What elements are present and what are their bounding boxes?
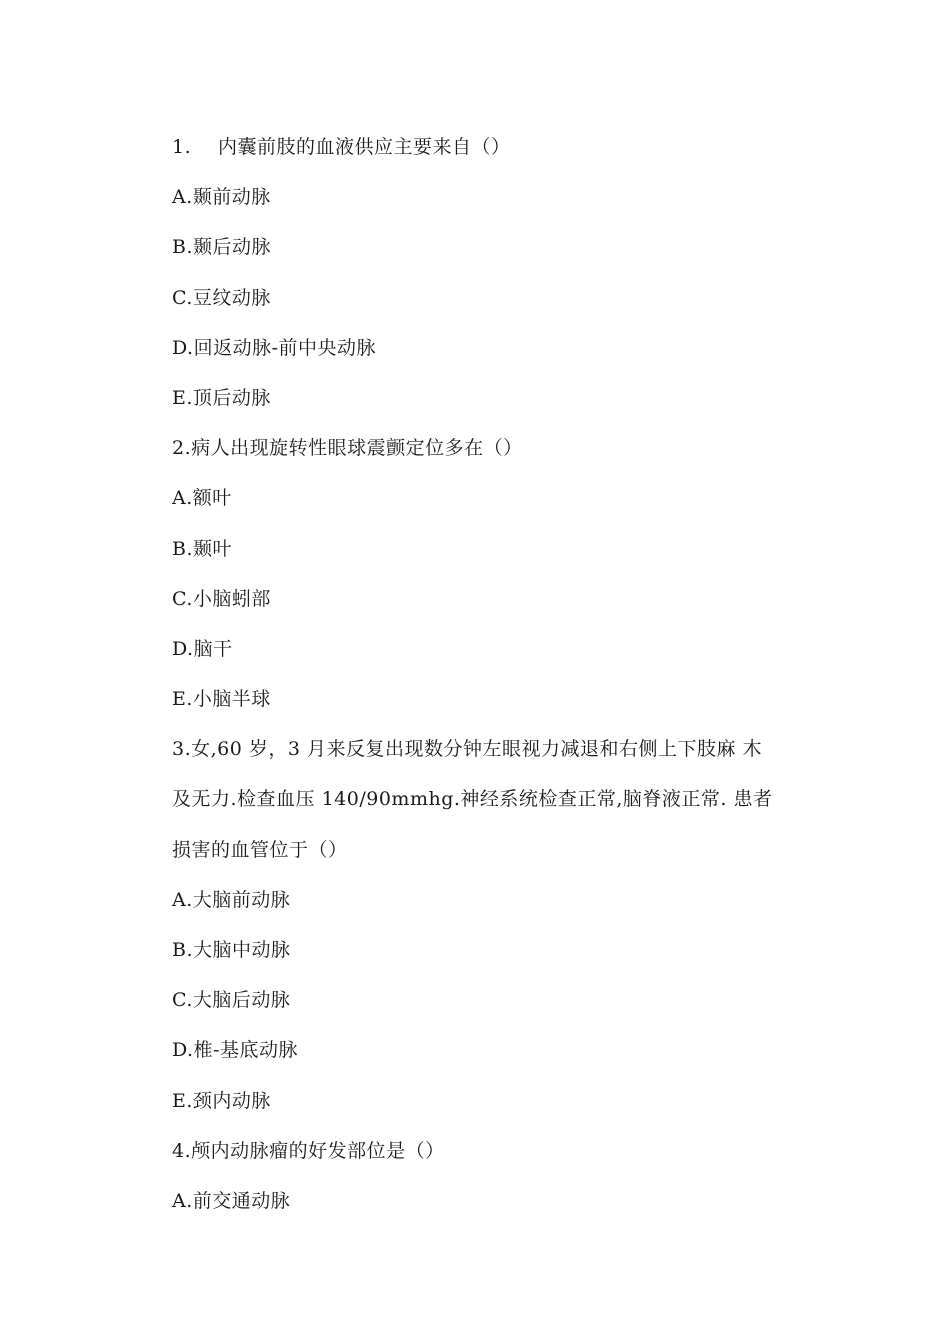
question-3-option-e: E.颈内动脉 xyxy=(172,1089,271,1112)
question-4-option-a: A.前交通动脉 xyxy=(172,1189,291,1212)
question-1-number: 1. xyxy=(172,136,192,158)
question-2-number: 2. xyxy=(172,437,192,460)
question-4-text: 颅内动脉瘤的好发部位是（） xyxy=(191,1139,445,1162)
question-list xyxy=(172,122,822,1226)
question-2-option-d: D.脑干 xyxy=(172,637,233,660)
question-1-option-c: C.豆纹动脉 xyxy=(172,286,271,309)
question-3-stem-line-2: 及无力.检查血压 140/90mmhg.神经系统检查正常,脑脊液正常. 患者 xyxy=(172,788,773,811)
question-2-option-b: B.颞叶 xyxy=(172,537,233,560)
question-2-text: 病人出现旋转性眼球震颤定位多在（） xyxy=(191,437,523,460)
question-1-option-e: E.顶后动脉 xyxy=(172,386,271,409)
question-1-option-a: A.颞前动脉 xyxy=(172,186,271,209)
question-1-option-d: D.回返动脉-前中央动脉 xyxy=(172,336,377,359)
question-2-stem xyxy=(172,423,822,473)
question-3-number: 3. xyxy=(172,738,192,761)
question-3-option-a: A.大脑前动脉 xyxy=(172,888,291,911)
question-4-number: 4. xyxy=(172,1139,192,1162)
question-2-option-c: C.小脑蚓部 xyxy=(172,587,271,610)
question-2-option-a: A.额叶 xyxy=(172,487,232,510)
question-3-stem-line-1 xyxy=(172,724,822,774)
question-2-option-e: E.小脑半球 xyxy=(172,688,271,711)
question-1-text: 内囊前肢的血液供应主要来自（） xyxy=(218,136,511,158)
question-3-option-d: D.椎-基底动脉 xyxy=(172,1039,299,1062)
question-3-stem-line-3: 损害的血管位于（） xyxy=(172,838,348,861)
question-1-stem xyxy=(172,122,822,172)
question-3-option-c: C.大脑后动脉 xyxy=(172,989,291,1012)
question-3-option-b: B.大脑中动脉 xyxy=(172,939,291,961)
question-4-stem xyxy=(172,1126,822,1176)
question-3-text-line-1: 女,60 岁，3 月来反复出现数分钟左眼视力减退和右侧上下肢麻 木 xyxy=(191,738,763,761)
question-1-option-b: B.颞后动脉 xyxy=(172,236,272,259)
